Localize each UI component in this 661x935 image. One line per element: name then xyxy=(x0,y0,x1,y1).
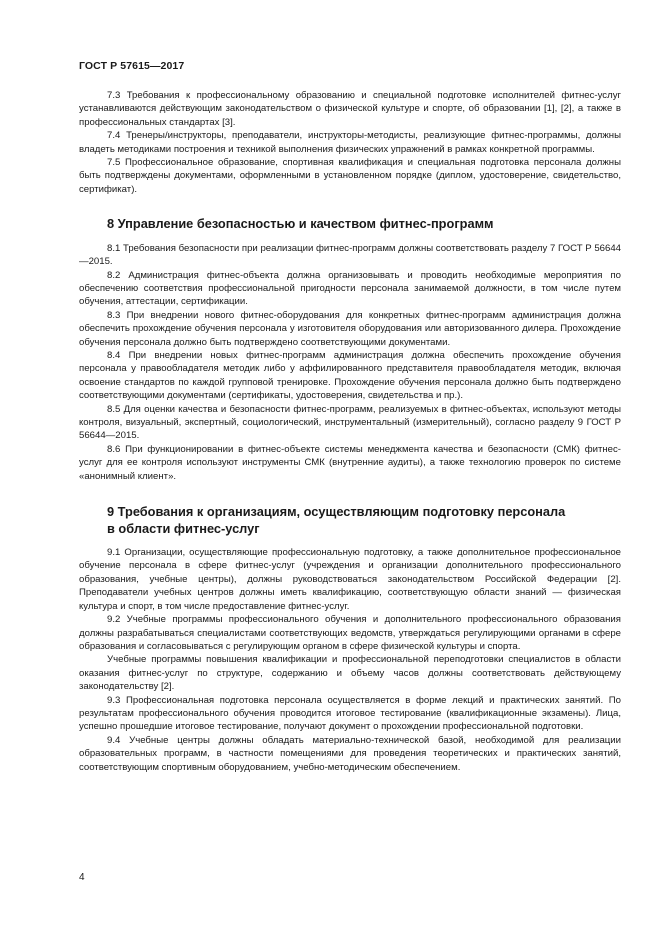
paragraph-8-5: 8.5 Для оценки качества и безопасности фитнес-программ, реализуемых в фитнес-объектах, используют методы контроля, визуальный, экспертный, социологический, инструментальный (измерительный), согласно разделу 9 ГОСТ Р 56644—2015. xyxy=(79,403,621,442)
paragraph-9-1: 9.1 Организации, осуществляющие профессиональную подготовку, а также дополнительное профессиональное обучение персонала в сфере фитнес-услуг (учреждения и организации дополнительного профессионального образования, учебные центры), должны руководствоваться законодательством Российской Федерации [2]. Преподаватели учебных центров должны иметь квалификацию, соответствующую области знаний — физическая культура и спорт, в том числе предоставление фитнес-услуг. xyxy=(79,547,621,612)
paragraph-9-4: 9.4 Учебные центры должны обладать материально-технической базой, необходимой для реализации образовательных программ, в частности помещениями для проведения теоретических и практических занятий, соответствующим спортивным оборудованием, учебно-методическим обеспечением. xyxy=(79,734,621,773)
page-number: 4 xyxy=(79,872,85,883)
paragraph-7-4: 7.4 Тренеры/инструкторы, преподаватели, инструкторы-методисты, реализующие фитнес-программы, должны владеть методиками построения и техникой выполнения физических упражнений в рамках конкретной программы. xyxy=(79,130,621,155)
paragraph-9-2: 9.2 Учебные программы профессионального обучения и дополнительного профессионального образования должны разрабатываться специалистами соответствующих ведомств, утверждаться регулирующими органами в сфере образования и согласовываться с регулирующим органом в сфере физической культуры и спорта. xyxy=(79,614,621,652)
document-code-header: ГОСТ Р 57615—2017 xyxy=(79,60,185,72)
paragraph-9-3: 9.3 Профессиональная подготовка персонала осуществляется в форме лекций и практических занятий. По результатам профессионального обучения проводится итоговое тестирование (квалификационные экзамены). Лица, успешно прошедшие итоговое тестирование, получают документ о прохождении профессиональной подготовки. xyxy=(79,694,621,733)
section-9-heading-line-2: в области фитнес-услуг xyxy=(107,520,260,536)
section-9-heading-line-1: 9 Требования к организациям, осуществляющим подготовку персонала xyxy=(107,504,566,520)
paragraph-8-3: 8.3 При внедрении нового фитнес-оборудования для конкретных фитнес-программ администрация должна обеспечить прохождение обучения персонала у изготовителя оборудования или авторизованного дилера. Прохождение обучения персонала должно быть подтверждено соответствующими документами. xyxy=(79,309,621,348)
section-8-heading: 8 Управление безопасностью и качеством фитнес-программ xyxy=(107,216,494,232)
paragraph-8-2: 8.2 Администрация фитнес-объекта должна организовывать и проводить необходимые мероприятия по обеспечению соответствия профессиональной пригодности персонала занимаемой должности, в том числе путем обучения, аттестации, сертификации. xyxy=(79,269,621,308)
paragraph-7-3: 7.3 Требования к профессиональному образованию и специальной подготовке исполнителей фитнес-услуг устанавливаются действующим законодательством о физической культуре и спорте, об образовании [1], [2], а также в профессиональных стандартах [3]. xyxy=(79,90,621,128)
paragraph-8-1: 8.1 Требования безопасности при реализации фитнес-программ должны соответствовать разделу 7 ГОСТ Р 56644—2015. xyxy=(79,242,621,268)
document-body xyxy=(79,89,621,774)
paragraph-9-2-continued: Учебные программы повышения квалификации и профессиональной переподготовки специалистов в области оказания фитнес-услуг по структуре, содержанию и объему часов должны соответствовать действующему законодательству [2]. xyxy=(79,654,621,693)
paragraph-8-4: 8.4 При внедрении новых фитнес-программ администрация должна обеспечить прохождение обучения персонала у правообладателя методик либо у аффилированного представителя правообладателя методик, включая освоение стандартов по каждой групповой тренировке. Прохождение обучения персонала должно быть подтверждено соответствующими документами (сертификаты, удостоверения, свидетельства и пр.). xyxy=(79,350,621,402)
section-9-heading xyxy=(79,504,621,537)
paragraph-8-6: 8.6 При функционировании в фитнес-объекте системы менеджмента качества и безопасности (СМК) фитнес-услуг для ее контроля используют инструменты СМК (внутренние аудиты), а также технологию проверок по системе «анонимный клиент». xyxy=(79,443,621,482)
paragraph-7-5: 7.5 Профессиональное образование, спортивная квалификация и специальная подготовка персонала должны быть подтверждены документами, оформленными в установленном порядке (диплом, удостоверение, свидетельство, сертификат). xyxy=(79,157,621,195)
